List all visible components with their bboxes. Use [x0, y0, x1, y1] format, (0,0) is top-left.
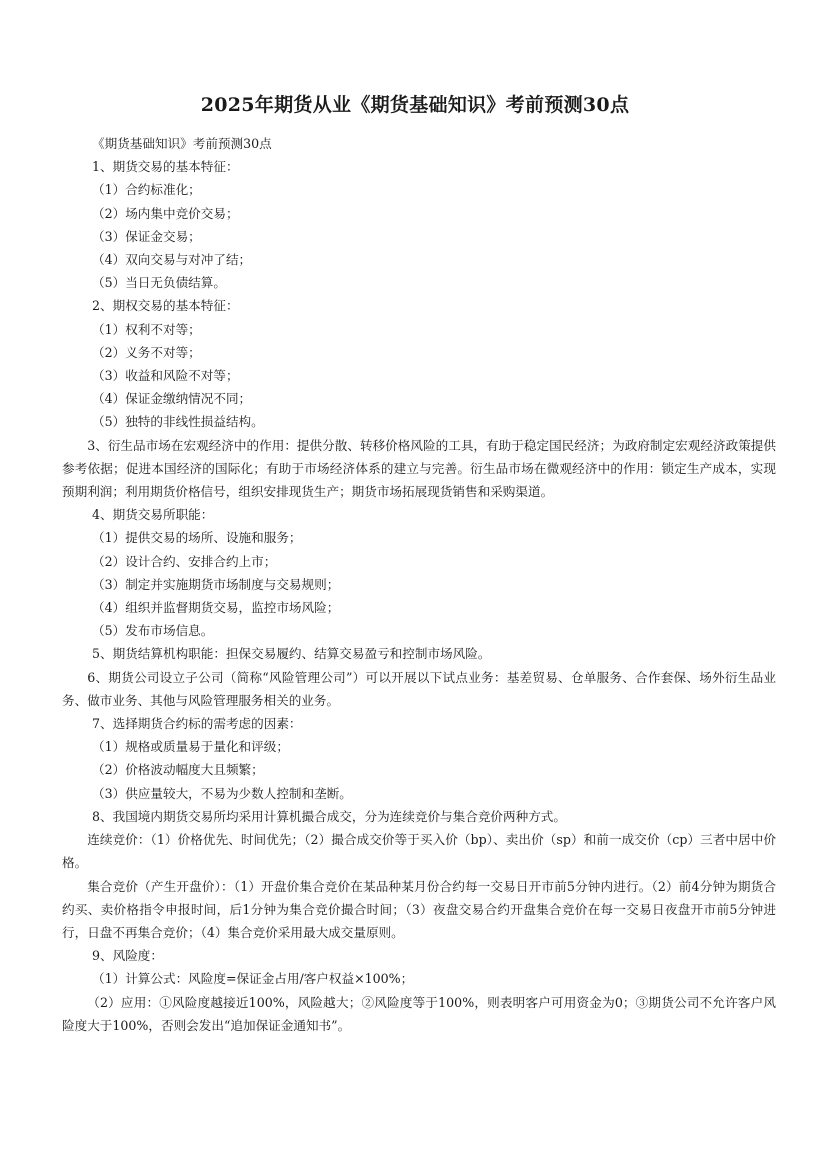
document-title: 2025年期货从业《期货基础知识》考前预测30点	[200, 94, 630, 116]
paragraph: 9、风险度：	[92, 948, 163, 964]
list-item: （3）供应量较大，不易为少数人控制和垄断。	[92, 785, 352, 801]
list-item: （1）计算公式：风险度=保证金占用/客户权益×100%；	[92, 971, 414, 987]
paragraph: 4、期货交易所职能：	[92, 507, 214, 523]
paragraph: （2）应用：①风险度越接近100%，风险越大；②风险度等于100%，则表明客户可用资金为0；③期货公司不允许客户风险度大于100%，否则会发出“追加保证金通知书”。	[62, 994, 776, 1033]
list-item: （5）发布市场信息。	[92, 623, 214, 639]
paragraph: 《期货基础知识》考前预测30点	[92, 136, 272, 151]
paragraph: 5、期货结算机构职能：担保交易履约、结算交易盈亏和控制市场风险。	[92, 646, 491, 662]
list-item: （2）设计合约、安排合约上市；	[92, 553, 277, 569]
list-item: （1）合约标准化；	[92, 182, 201, 198]
list-item: （4）组织并监督期货交易，监控市场风险；	[92, 600, 340, 616]
list-item: （2）义务不对等；	[92, 344, 201, 360]
paragraph: 6、期货公司设立子公司（简称“风险管理公司”）可以开展以下试点业务：基差贸易、仓单服务、合作套保、场外衍生品业务、做市业务、其他与风险管理服务相关的业务。	[62, 669, 776, 708]
paragraph: 7、选择期货合约标的需考虑的因素：	[92, 716, 302, 732]
list-item: （3）收益和风险不对等；	[92, 368, 239, 384]
list-item: （5）独特的非线性损益结构。	[92, 414, 264, 430]
list-item: （1）规格或质量易于量化和评级；	[92, 739, 289, 755]
list-item: （4）双向交易与对冲了结；	[92, 252, 252, 268]
list-item: （2）场内集中竞价交易；	[92, 205, 239, 221]
paragraph: 8、我国境内期货交易所均采用计算机撮合成交，分为连续竞价与集合竞价两种方式。	[92, 808, 566, 824]
paragraph: 连续竞价：（1）价格优先、时间优先；（2）撮合成交价等于买入价（bp）、卖出价（sp）和前一成交价（cp）三者中居中价格。	[62, 832, 776, 871]
list-item: （2）价格波动幅度大且频繁；	[92, 762, 264, 778]
paragraph: 3、衍生品市场在宏观经济中的作用：提供分散、转移价格风险的工具，有助于稳定国民经济；为政府制定宏观经济政策提供参考依据；促进本国经济的国际化；有助于市场经济体系的建立与完善。衍生品市场在微观经济中的作用：锁定生产成本，实现预期利润；利用期货价格信号，组织安排现货生产；期货市场拓展现货销售和采购渠道。	[62, 437, 776, 500]
list-item: （1）提供交易的场所、设施和服务；	[92, 530, 302, 546]
list-item: （4）保证金缴纳情况不同；	[92, 391, 252, 407]
list-item: （3）制定并实施期货市场制度与交易规则；	[92, 576, 340, 592]
paragraph: 2、期权交易的基本特征：	[92, 298, 239, 314]
document-body	[62, 132, 776, 1037]
paragraph: 1、期货交易的基本特征：	[92, 159, 239, 175]
paragraph: 集合竞价（产生开盘价）：（1）开盘价集合竞价在某品种某月份合约每一交易日开市前5分钟内进行。（2）前4分钟为期货合约买、卖价格指令申报时间，后1分钟为集合竞价撮合时间；（3）夜盘交易合约开盘集合竞价在每一交易日夜盘开市前5分钟进行，日盘不再集合竞价；（4）集合竞价采用最大成交量原则。	[62, 878, 776, 940]
list-item: （3）保证金交易；	[92, 228, 201, 244]
list-item: （1）权利不对等；	[92, 321, 201, 337]
list-item: （5）当日无负债结算。	[92, 275, 226, 291]
